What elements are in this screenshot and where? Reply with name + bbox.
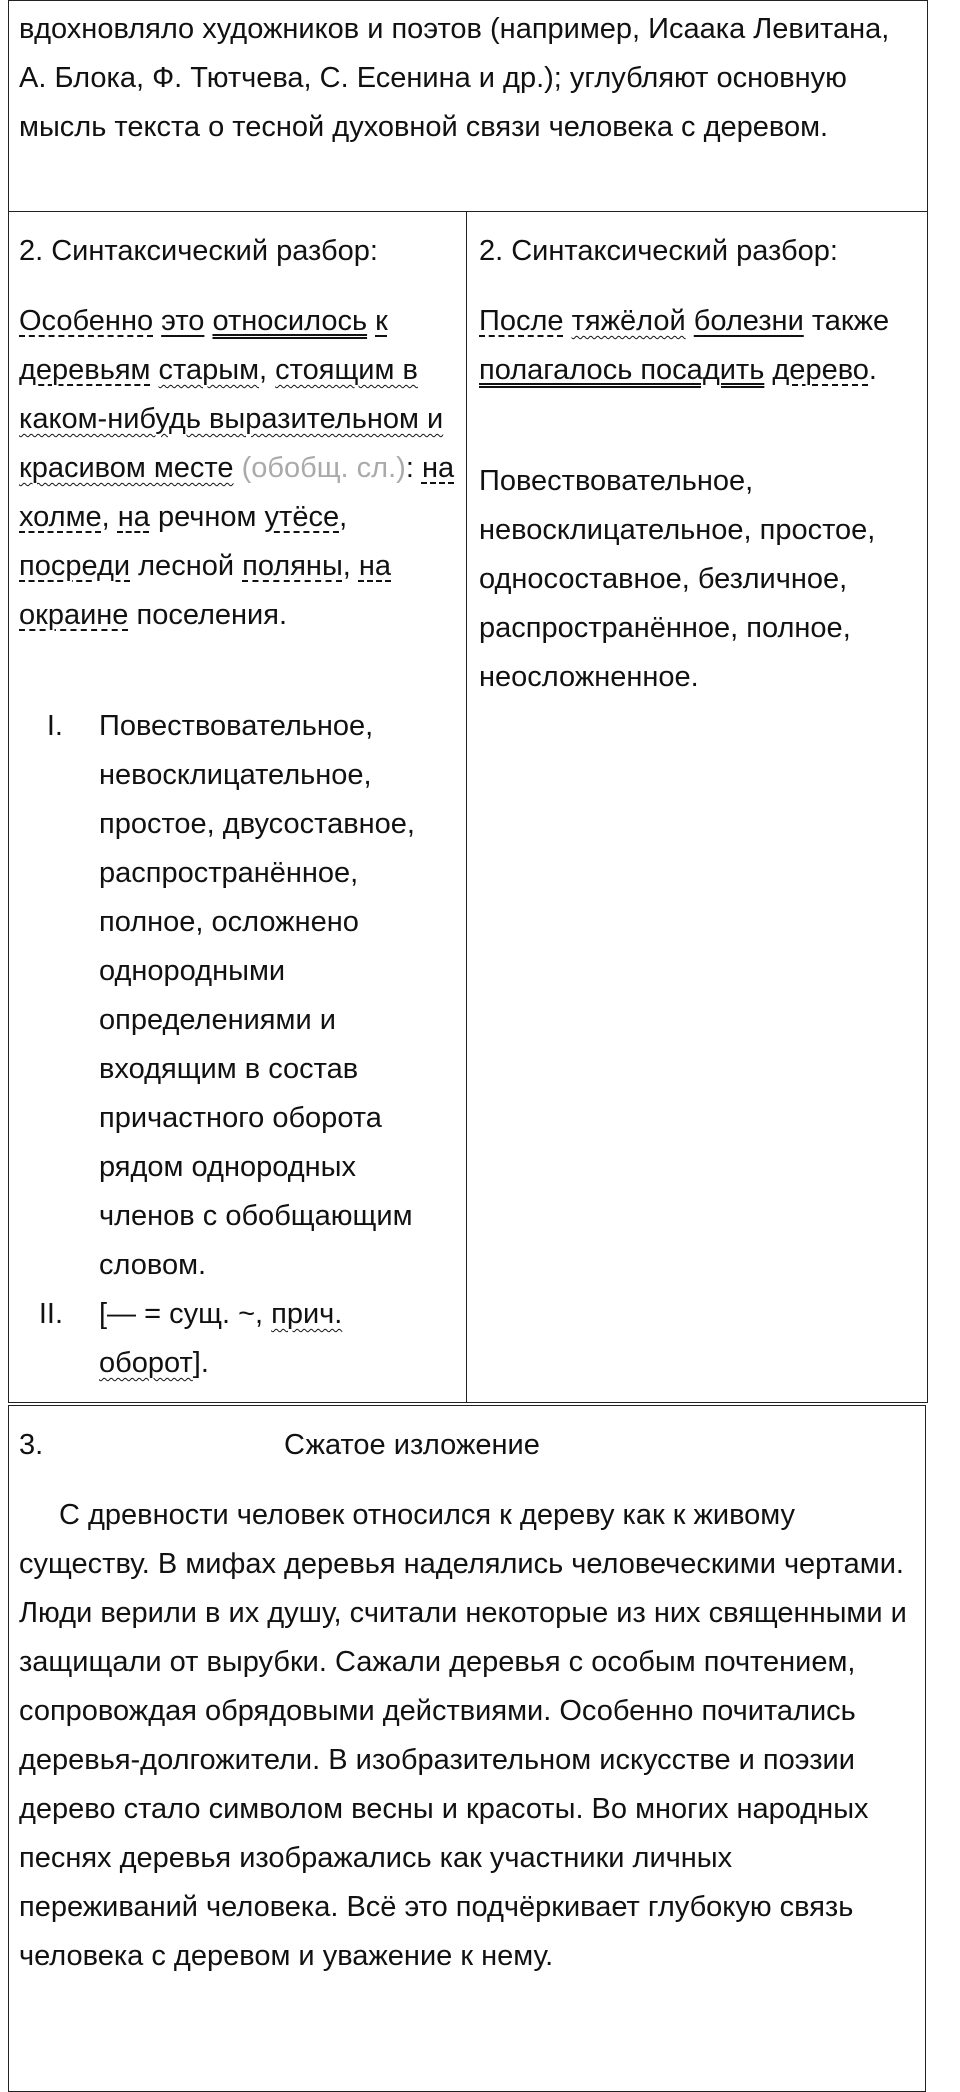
word: лесной [138,550,235,582]
punct: , [342,550,359,582]
left-sentence [19,297,459,640]
word: полагалось посадить [479,354,765,386]
word: посреди [19,550,131,582]
left-heading: 2. Синтаксический разбор: [19,235,378,267]
word: речном [158,501,257,533]
punct: . [868,354,877,386]
list-item [19,702,459,1290]
word: на [358,550,392,582]
section-header [19,1421,909,1470]
word: поляны [242,550,343,582]
word: окраине [19,599,129,631]
word: тяжёлой [571,305,686,337]
word: Особенно [19,305,154,337]
word: дерево [772,354,869,386]
word: утёсе [264,501,340,533]
punct: : [405,452,422,484]
word: После [479,305,564,337]
right-cell [467,212,926,1402]
top-paragraph: вдохновляло художников и поэтов (например, Исаака Левитана, А. Блока, Ф. Тютчева, С. Есенина и др.); углубляют основную мысль текста о тесной духовной связи человека с деревом. [19,13,890,143]
right-heading: 2. Синтаксический разбор: [479,235,838,267]
word: к [375,305,388,337]
list-item [19,1290,459,1388]
word: также [811,305,890,337]
list-number: II. [38,1298,63,1330]
list-text-post: ]. [192,1347,209,1379]
section-number: 3. [19,1429,44,1461]
annotation: (обобщ. сл.) [241,452,406,484]
punct: , [259,354,276,386]
word: болезни [693,305,804,337]
word: холме [19,501,102,533]
list-text: Повествовательное, невосклицательное, простое, двусоставное, распространённое, полное, осложнено однородными определениями и входящим в состав причастного оборота рядом однородных членов с обобщающим словом. [99,710,415,1281]
left-cell [9,212,467,1402]
table-row-top [9,1,927,212]
section-title: Сжатое изложение [284,1429,540,1461]
word: на [117,501,150,533]
analysis-list [19,702,459,1388]
word: старым [158,354,260,386]
list-text-pre: [— = сущ. ~, [99,1298,272,1330]
word: деревьям [19,354,151,386]
summary-text: С древности человек относился к дереву как к живому существу. В мифах деревья наделялись человеческими чертами. Люди верили в их душу, считали некоторые из них священными и защищали от вырубки. Сажали деревья с особым почтением, сопровождая обрядовыми действиями. Особенно почитались деревья-долгожители. В изобразительном искусстве и поэзии дерево стало символом весны и красоты. Во многих народных песнях деревья изображались как участники личных переживаний человека. Всё это подчёркивает глубокую связь человека с деревом и уважение к нему. [19,1499,907,1972]
right-description: Повествовательное, невосклицательное, простое, односоставное, безличное, распространённое, полное, неосложненное. [479,465,876,693]
word: на [421,452,455,484]
list-number: I. [46,710,63,742]
word: стоящим в каком-нибудь выразительном и красивом месте [19,354,444,484]
word: поселения. [136,599,288,631]
list-text-wavy: прич. оборот [99,1298,343,1379]
right-sentence [479,297,919,395]
summary-table [8,1405,926,2092]
word: это [161,305,205,337]
word: относилось [212,305,368,337]
analysis-table [8,0,928,1403]
punct: , [339,501,348,533]
punct: , [101,501,118,533]
